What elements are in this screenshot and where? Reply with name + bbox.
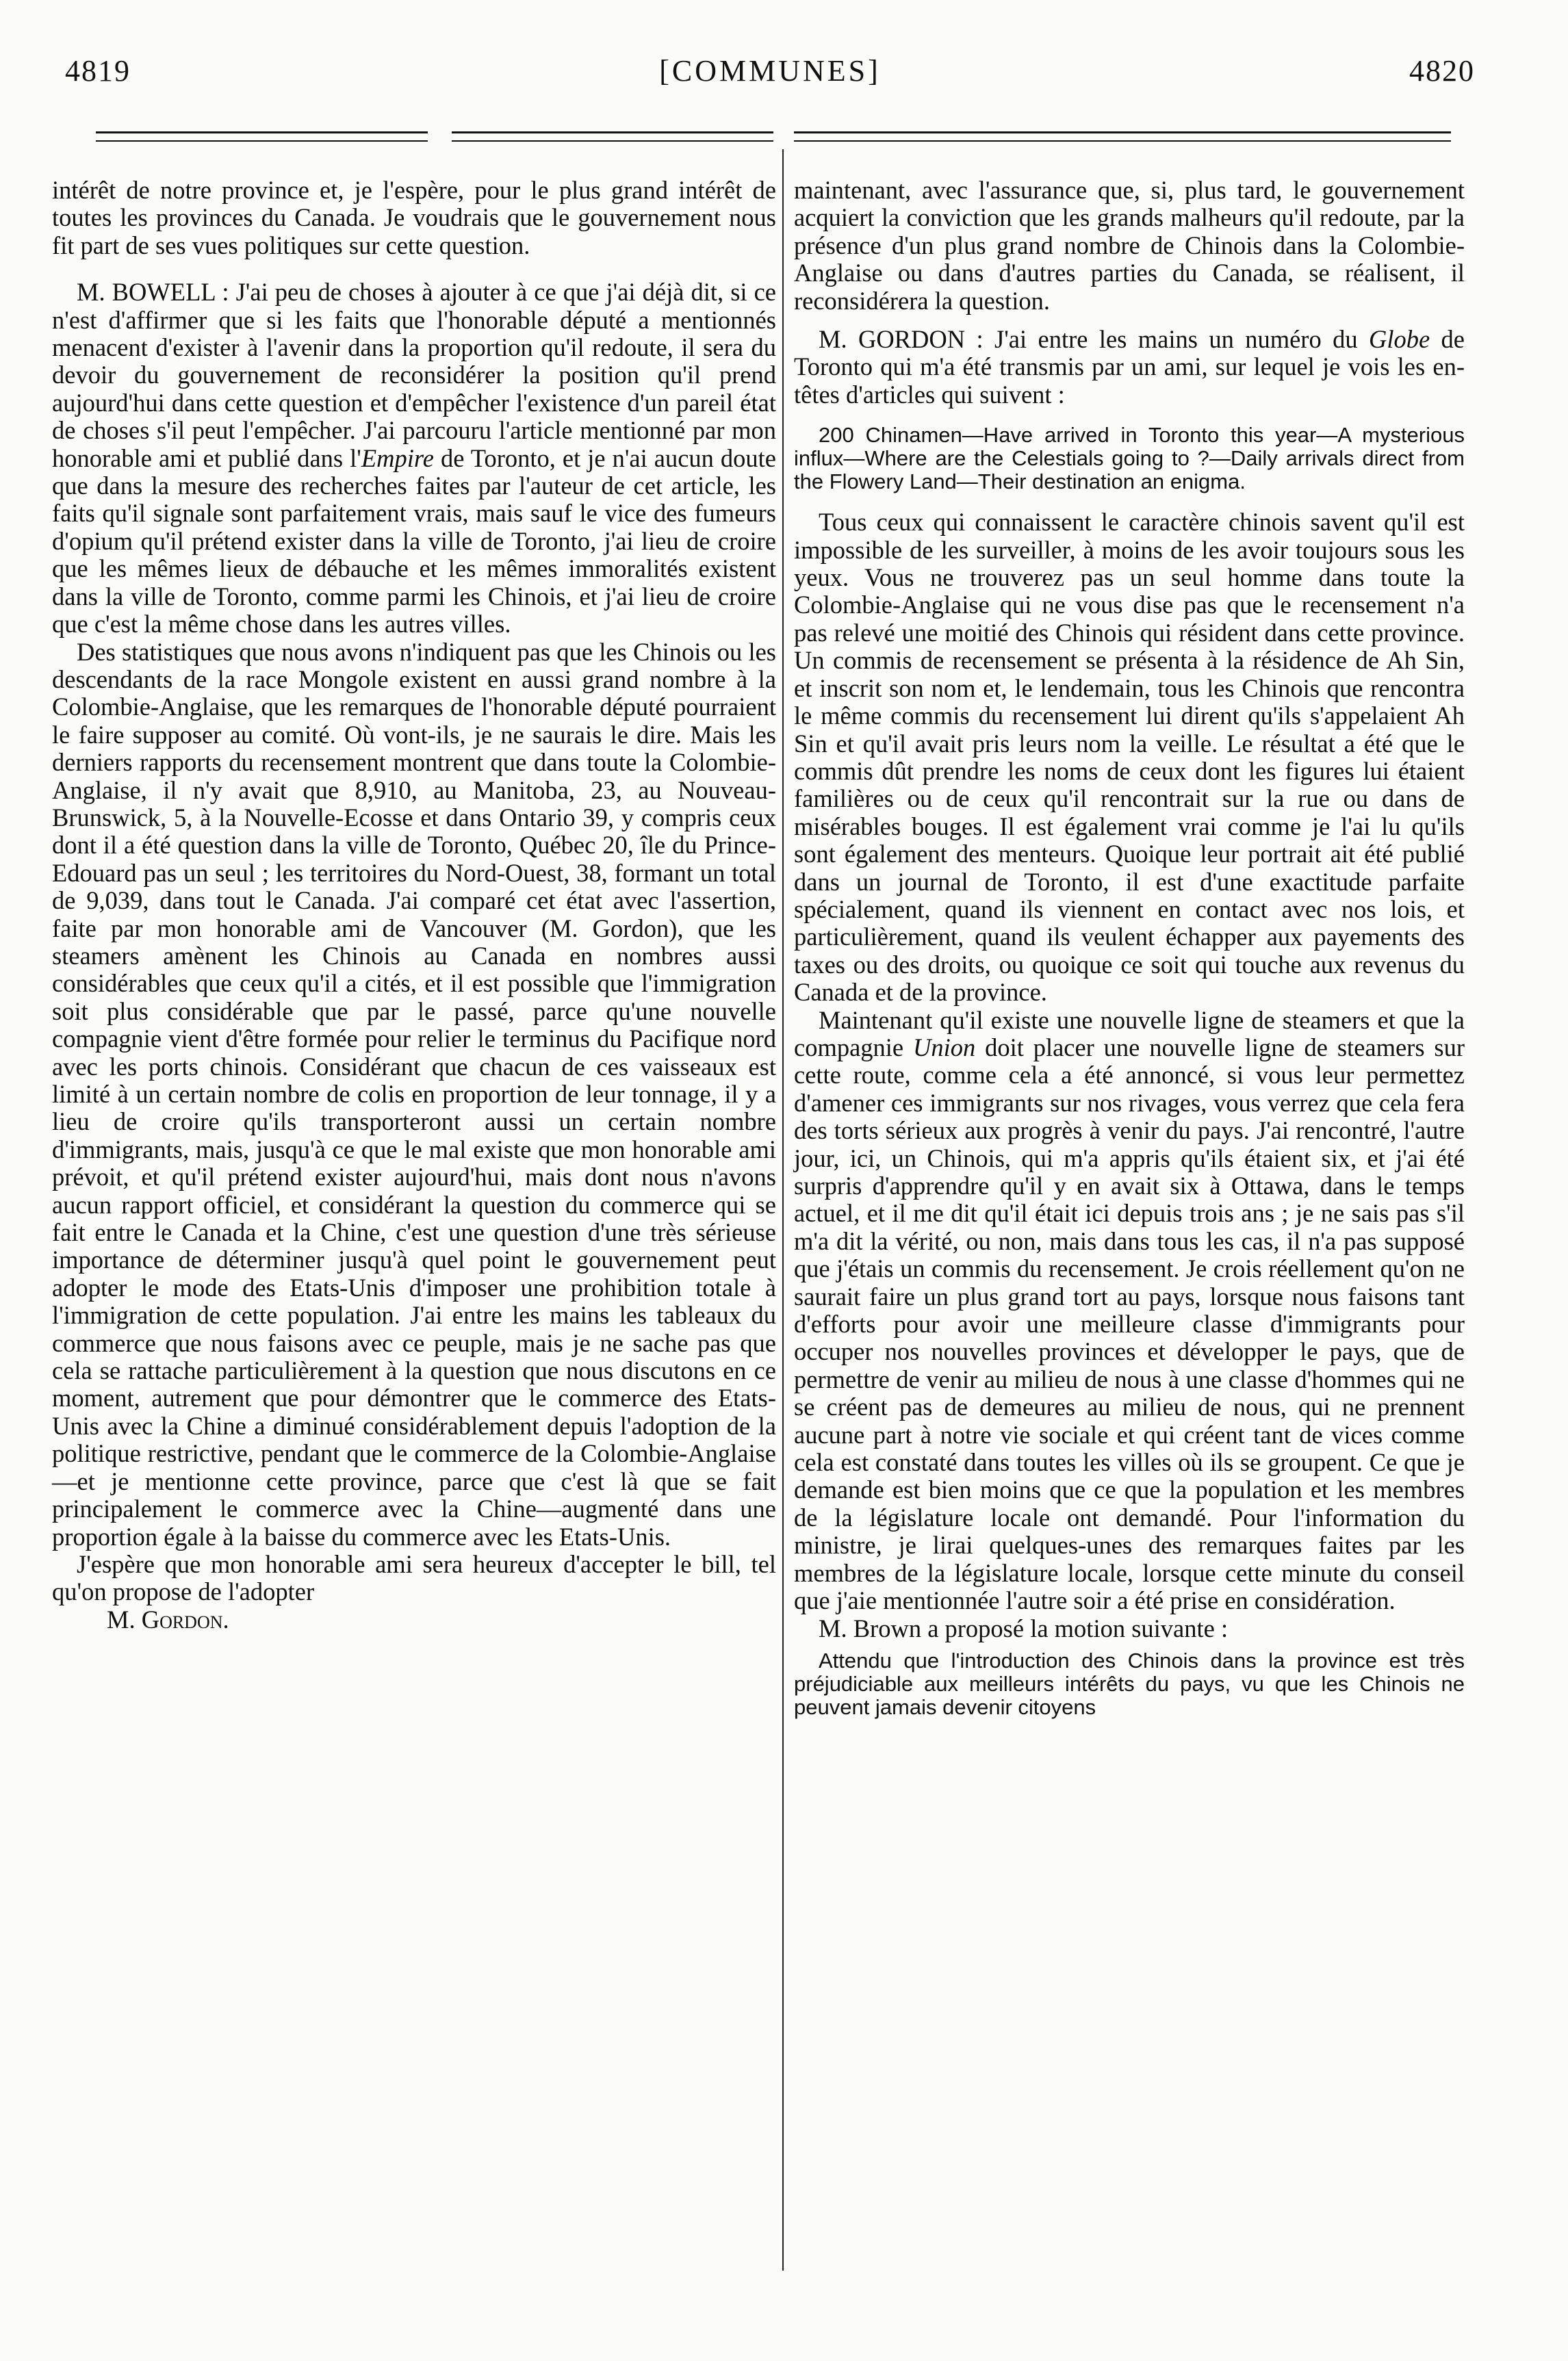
page-number-right: 4820 (1409, 54, 1475, 88)
newspaper-title: Globe (1368, 325, 1430, 354)
header-rule-left (96, 131, 428, 142)
header-rule-middle (452, 131, 773, 142)
column-divider (782, 149, 784, 2271)
left-column (52, 177, 776, 1634)
paragraph-text: de Toronto qui m'a été transmis par un ami, sur lequel je vois les en-têtes d'articles qui suivent : (794, 325, 1465, 409)
page-header (65, 53, 1475, 108)
page-number-left: 4819 (65, 54, 131, 88)
paragraph: Tous ceux qui connaissent le caractère chinois savent qu'il est impossible de les surveiller, à moins de les avoir toujours sous les yeux. Vous ne trouverez pas un seul homme dans toute la Colombie-Anglaise qui ne vous dise pas que le recensement n'a pas relevé une moitié des Chinois qui résident dans cette province. Un commis de recensement se présenta à la résidence de Ah Sin, et inscrit son nom et, le lendemain, tous les Chinois que rencontra le même commis du recensement lui dirent qu'ils s'appelaient Ah Sin et qu'il avait pris leurs nom la veille. Le résultat a été que le commis dût prendre les noms de ceux dont les figures lui étaient familières ou de ceux qu'il rencontrait sur la rue ou dans de misérables bouges. Il est également vrai comme je l'ai lu qu'ils sont également des menteurs. Quoique leur portrait ait été publié dans un journal de Toronto, il est d'une exactitude parfaite spécialement, quand ils viennent en contact avec nos lois, et particulièrement, quand ils veulent échapper aux payements des taxes ou des droits, ou quoique ce soit qui touche aux revenus du Canada et de la province. (794, 508, 1465, 1007)
paragraph: M. Brown a proposé la motion suivante : (819, 1614, 1229, 1642)
newspaper-title: Empire (361, 443, 434, 472)
paragraph: intérêt de notre province et, je l'espère, pour le plus grand intérêt de toutes les provinces du Canada. Je voudrais que le gouvernement nous fit part de ses vues politiques sur cette question. (52, 176, 776, 259)
company-name: Union (912, 1033, 976, 1061)
paragraph-gordon (794, 326, 1465, 409)
paragraph (794, 1007, 1465, 1615)
paragraph-text: J'ai peu de choses à ajouter à ce que j'ai déjà dit, si ce n'est d'affirmer que si les faits que l'honorable député a mentionnés menacent d'exister à l'avenir dans la proportion qu'il redoute, il sera du devoir du gouvernement de reconsidérer la position qu'il prend aujourd'hui dans cette question et d'empêcher l'existence d'un pareil état de choses s'il peut l'empêcher. J'ai parcouru l'article mentionné par mon honorable ami et publié dans l' (52, 278, 776, 472)
quoted-motion: Attendu que l'introduction des Chinois dans la province est très préjudiciable aux meilleurs intérêts du pays, vu que les Chinois ne peuvent jamais devenir citoyens (794, 1648, 1465, 1719)
speaker-signature: M. Gordon. (107, 1605, 229, 1634)
speaker-name: M. BOWELL : (77, 278, 229, 307)
paragraph-text: Maintenant qu'il existe une nouvelle ligne de steamers et que la compagnie (794, 1005, 1465, 1061)
paragraph-text: de Toronto, et je n'ai aucun doute que dans la mesure des recherches faites par l'auteur de cet article, les faits qu'il signale sont parfaitement vrais, mais sauf le vice des fumeurs d'opium qu'il prétend exister dans la ville de Toronto, j'ai lieu de croire que les mêmes lieux de débauche et les mêmes immoralités existent dans la ville de Toronto, comme parmi les Chinois, et j'ai lieu de croire que c'est la même chose dans les autres villes. (52, 443, 776, 638)
paragraph: J'espère que mon honorable ami sera heureux d'accepter le bill, tel qu'on propose de l'adopter (52, 1549, 776, 1606)
quoted-headline: 200 Chinamen—Have arrived in Toronto this year—A mysterious influx—Where are the Celestials going to ?—Daily arrivals direct from the Flowery Land—Their destination an enigma. (794, 423, 1465, 494)
paragraph: Des statistiques que nous avons n'indiquent pas que les Chinois ou les descendants de la race Mongole existent en aussi grand nombre à la Colombie-Anglaise, que les remarques de l'honorable député pourraient le faire supposer au comité. Où vont-ils, je ne saurais le dire. Mais les derniers rapports du recensement montrent que dans toute la Colombie-Anglaise, il n'y avait que 8,910, au Manitoba, 23, au Nouveau-Brunswick, 5, à la Nouvelle-Ecosse et dans Ontario 39, y compris ceux dont il a été question dans la ville de Toronto, Québec 20, île du Prince-Edouard pas un seul ; les territoires du Nord-Ouest, 38, formant un total de 9,039, dans tout le Canada. J'ai comparé cet état avec l'assertion, faite par mon honorable ami de Vancouver (M. Gordon), que les steamers amènent les Chinois au Canada en nombres aussi considérables que ceux qu'il a cités, et il est possible que l'immigration soit plus considérable que par le passé, parce qu'une nouvelle compagnie vient d'être formée pour relier le terminus du Pacifique nord avec les ports chinois. Considérant que chacun de ces vaisseaux est limité à un certain nombre de colis en proportion de leur tonnage, il y a lieu de croire qu'ils transporteront aussi un certain nombre d'immigrants, mais, jusqu'à ce que le mal existe que mon honorable ami prévoit, et qu'il prétend exister aujourd'hui, mais dont nous n'avons aucun rapport officiel, et considérant la question du commerce qui se fait entre le Canada et la Chine, c'est une question d'une très sérieuse importance de déterminer jusqu'à quel point le gouvernement peut adopter le mode des Etats-Unis d'imposer une prohibition totale à l'immigration de cette population. J'ai entre les mains les tableaux du commerce que nous faisons avec ce peuple, mais je ne sache pas que cela se rattache particulièrement à la question que nous discutons en ce moment, autrement que pour démontrer que le commerce des Etats-Unis avec la Chine a diminué considérablement depuis l'adoption de la politique restrictive, pendant que le commerce de la Colombie-Anglaise—et je mentionne cette province, parce que c'est là que se fait principalement le commerce avec la Chine—augmenté dans une proportion égale à la baisse du commerce avec les Etats-Unis. (52, 637, 776, 1551)
speaker-name: M. GORDON : (819, 325, 984, 354)
running-title: [COMMUNES] (659, 54, 881, 88)
paragraph-bowell (52, 279, 776, 638)
paragraph-text: J'ai entre les mains un numéro du (994, 325, 1369, 354)
paragraph: maintenant, avec l'assurance que, si, plus tard, le gouvernement acquiert la conviction que les grands malheurs qu'il redoute, par la présence d'un plus grand nombre de Chinois dans la Colombie-Anglaise ou dans d'autres parties du Canada, se réalisent, il reconsidérera la question. (794, 176, 1465, 315)
paragraph-text: doit placer une nouvelle ligne de steamers sur cette route, comme cela a été annoncé, si vous leur permettez d'amener ces immigrants sur nos rivages, vous verrez que cela fera des torts sérieux aux progrès à venir du pays. J'ai rencontré, l'autre jour, ici, un Chinois, qui m'a appris qu'ils étaient six, et j'ai été surpris d'apprendre qu'il y en avait six à Ottawa, dans le temps actuel, et il me dit qu'il était ici depuis trois ans ; je ne sais pas s'il m'a dit la vérité, ou non, mais dans tous les cas, il n'a pas supposé que j'étais un commis du recensement. Je crois réellement qu'on ne saurait faire un plus grand tort au pays, lorsque nous faisons tant d'efforts pour avoir une meilleure classe d'immigrants pour occuper nos nouvelles provinces et développer le pays, que de permettre de venir au milieu de nous à une classe d'hommes qui ne se créent pas de demeures au milieu de nous, qui ne prennent aucune part à notre vie sociale et qui créent tant de vices comme cela est constaté dans toutes les villes où ils se groupent. Ce que je demande est bien moins que ce que la population et les membres de la législature locale ont demandé. Pour l'information du ministre, je lirai quelques-unes des remarques faites par les membres de la législature locale, lorsque cette minute du conseil que j'aie mentionnée l'autre soir a été prise en considération. (794, 1033, 1465, 1615)
header-rule-right (794, 131, 1451, 142)
right-column (794, 177, 1465, 1719)
